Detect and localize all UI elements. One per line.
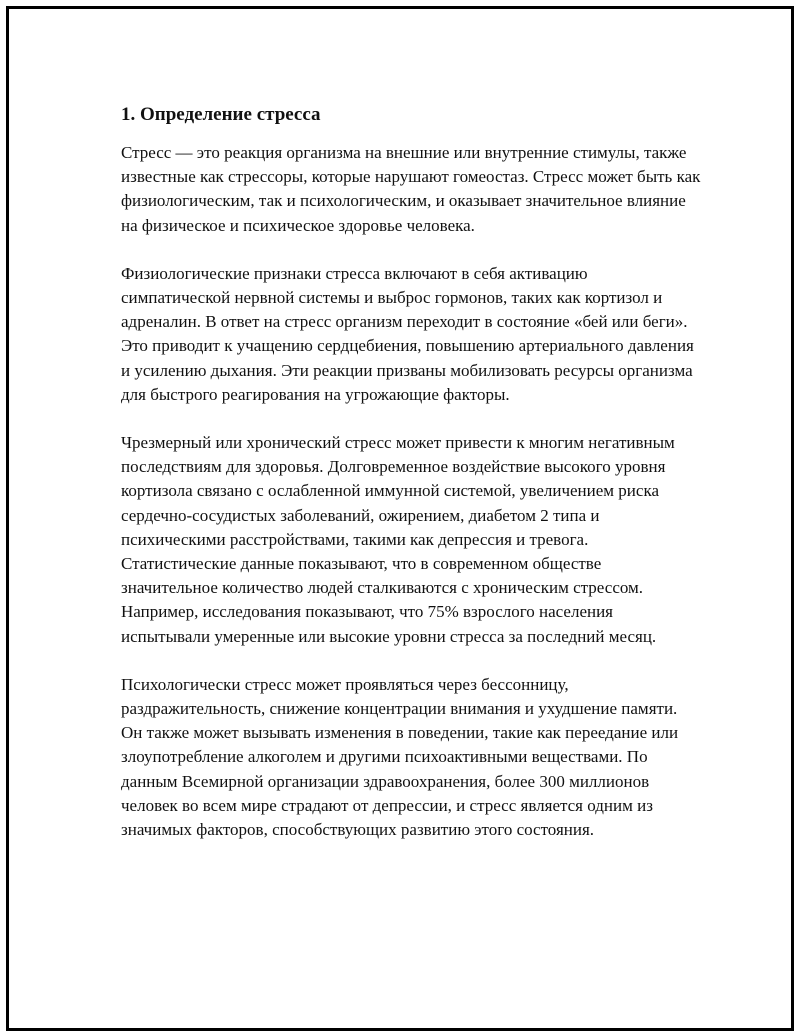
paragraph-definition: Стресс — это реакция организма на внешние или внутренние стимулы, также известные как стрессоры, которые нарушают гомеостаз. Стресс может быть как физиологическим, так и психологическим, и оказывает значительное влияние на физическое и психическое здоровье человека.: [121, 143, 701, 235]
paragraph-chronic-stress: Чрезмерный или хронический стресс может привести к многим негативным последствиям для здоровья. Долговременное воздействие высокого уровня кортизола связано с ослабленной иммунной системой, увеличением риска сердечно-сосудистых заболеваний, ожирением, диабетом 2 типа и психическими расстройствами, такими как депрессия и тревога. Статистические данные показывают, что в современном обществе значительное количество людей сталкиваются с хроническим стрессом. Например, исследования показывают, что 75% взрослого населения испытывали умеренные или высокие уровни стресса за последний месяц.: [121, 433, 675, 646]
page-border: [6, 6, 794, 1031]
document-body: [121, 102, 701, 866]
paragraph-psychological-effects: Психологически стресс может проявляться через бессонницу, раздражительность, снижение концентрации внимания и ухудшение памяти. Он также может вызывать изменения в поведении, такие как переедание или злоупотребление алкоголем и другими психоактивными веществами. По данным Всемирной организации здравоохранения, более 300 миллионов человек во всем мире страдают от депрессии, и стресс является одним из значимых факторов, способствующих развитию этого состояния.: [121, 674, 679, 840]
paragraph-physiological-signs: Физиологические признаки стресса включают в себя активацию симпатической нервной системы и выброс гормонов, таких как кортизол и адреналин. В ответ на стресс организм переходит в состояние «бей или беги». Это приводит к учащению сердцебиения, повышению артериального давления и усилению дыхания. Эти реакции призваны мобилизовать ресурсы организма для быстрого реагирования на угрожающие факторы.: [121, 263, 694, 404]
section-heading: 1. Определение стресса: [121, 104, 321, 125]
